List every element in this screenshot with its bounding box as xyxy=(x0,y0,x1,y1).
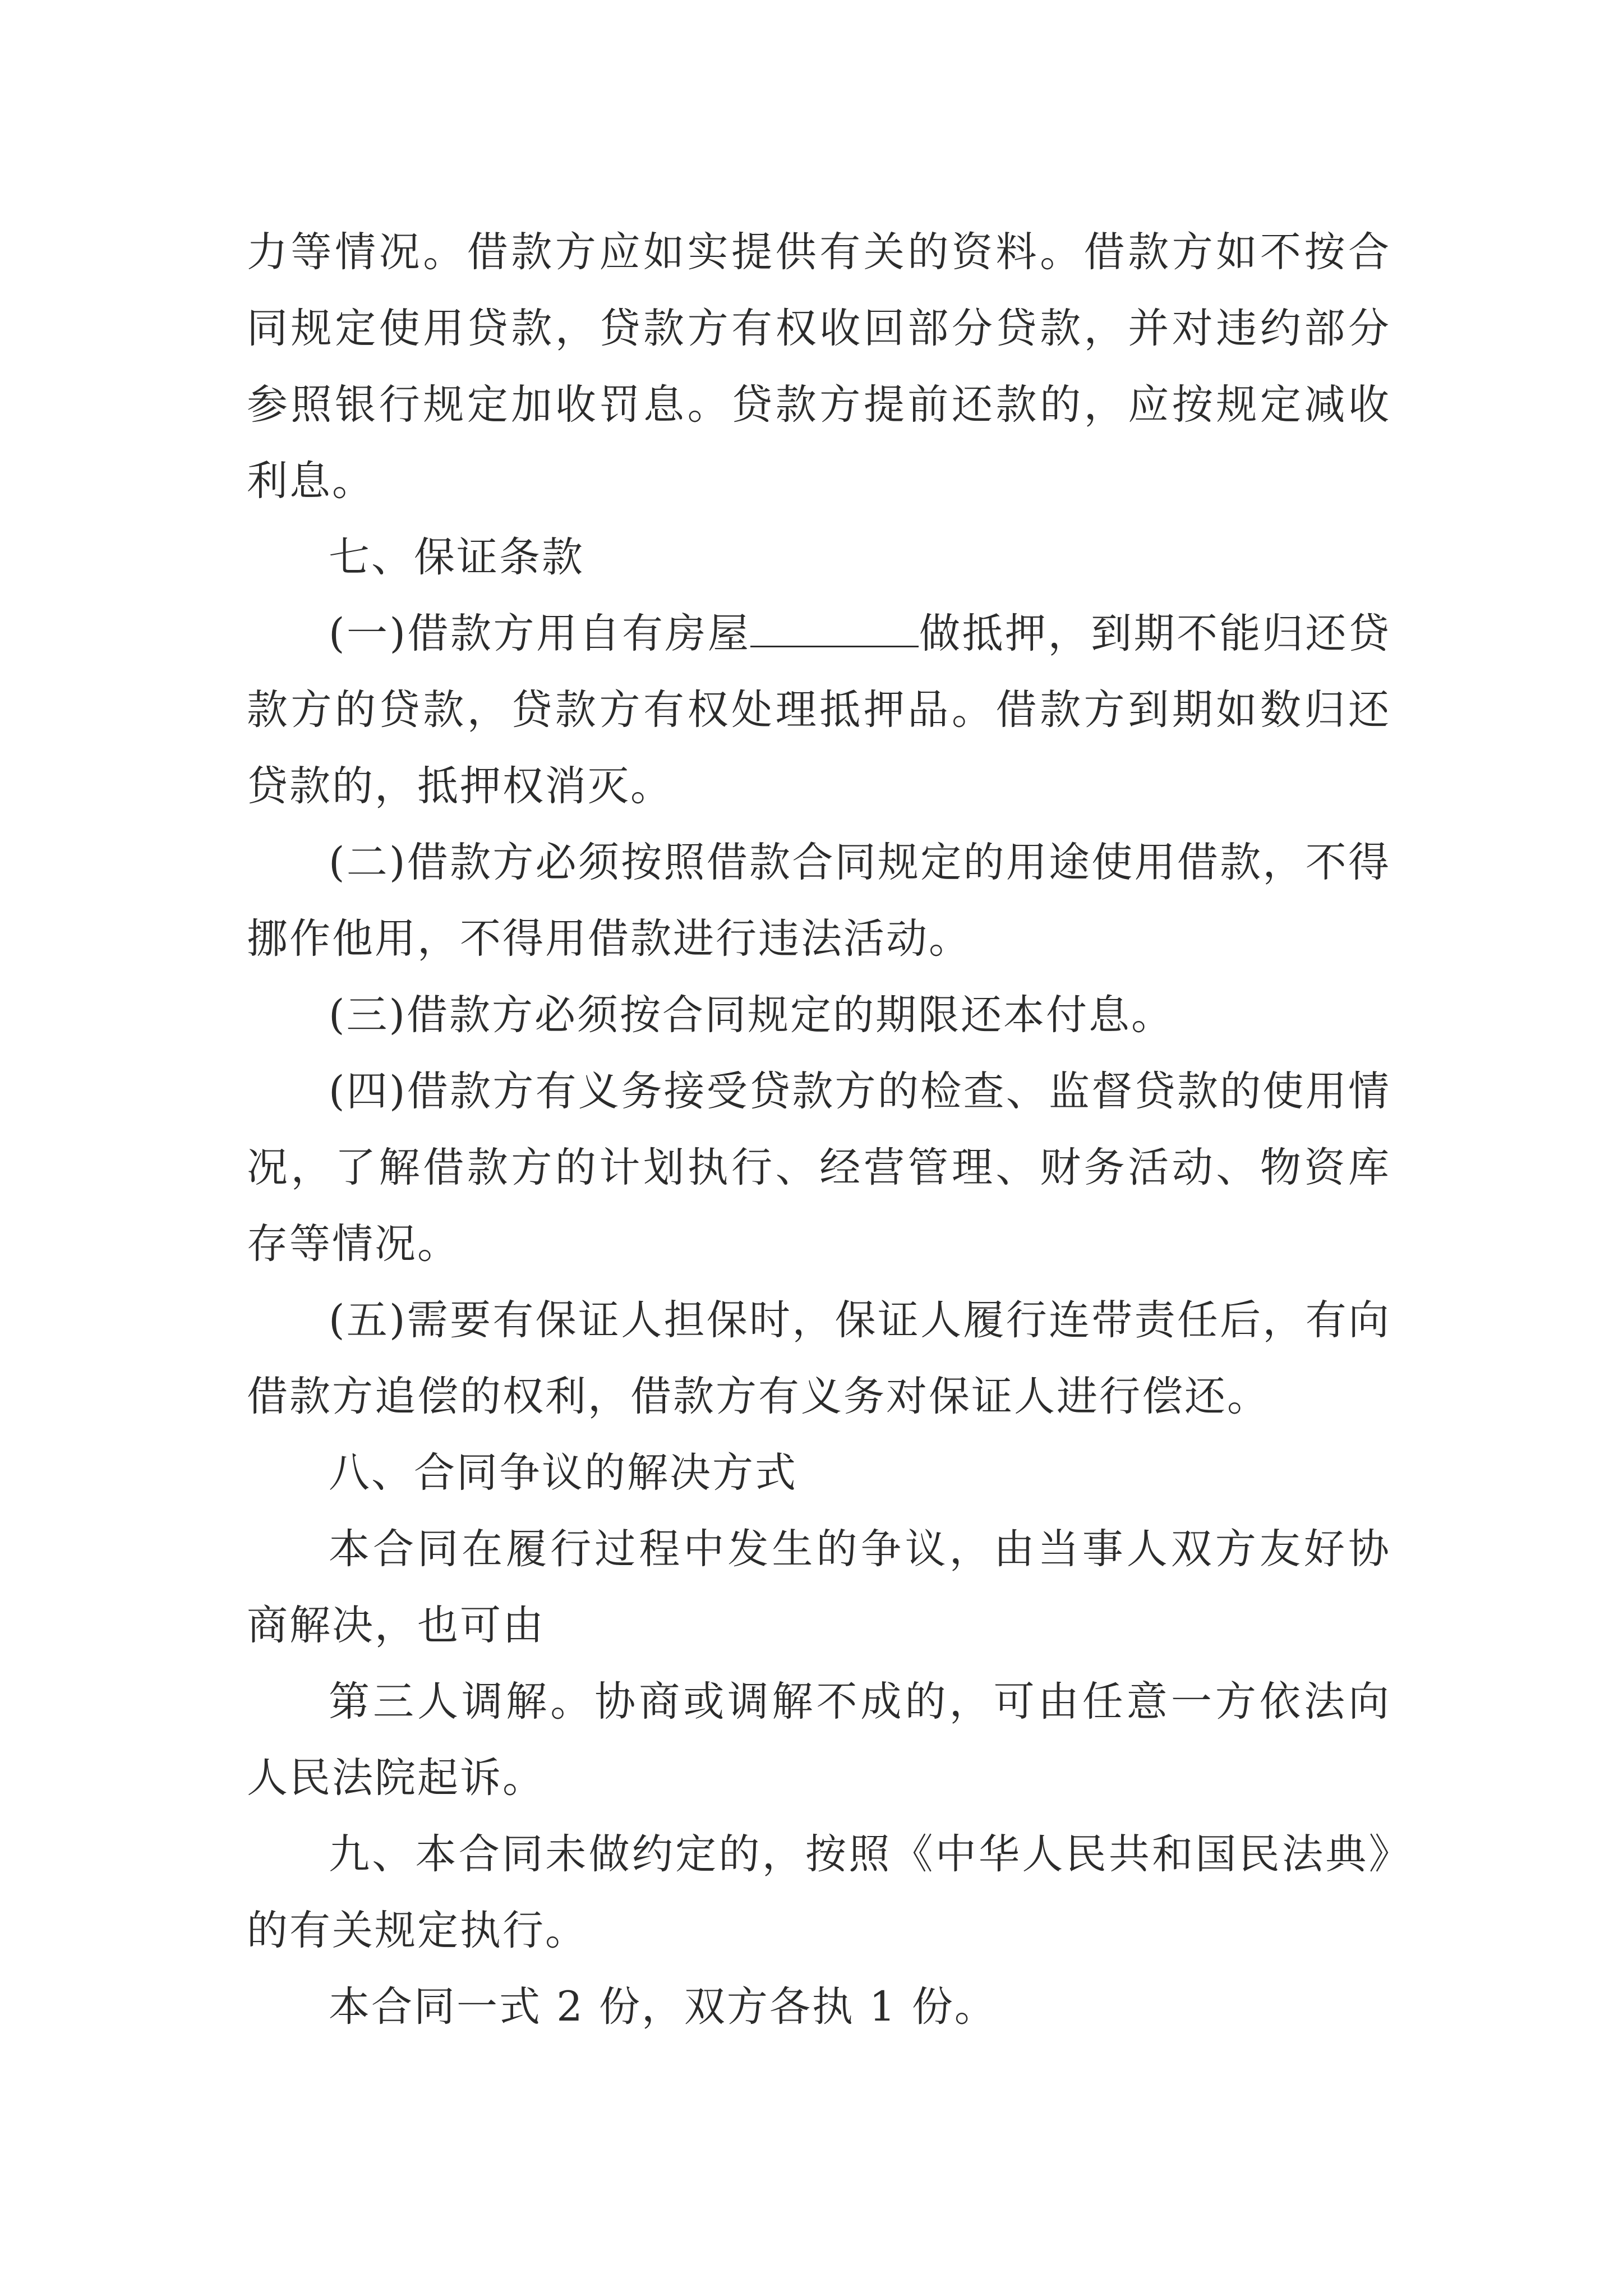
section-9: 九、本合同未做约定的，按照《中华人民共和国民法典》的有关规定执行。 xyxy=(247,1830,1391,1954)
copies-statement: 本合同一式 2 份，双方各执 1 份。 xyxy=(329,1983,997,2031)
clause-7-3: (三)借款方必须按合同规定的期限还本付息。 xyxy=(329,991,1174,1039)
section-7-heading: 七、保证条款 xyxy=(329,533,584,581)
section-8-heading: 八、合同争议的解决方式 xyxy=(329,1449,797,1497)
clause-7-2: (二)借款方必须按照借款合同规定的用途使用借款，不得挪作他用，不得用借款进行违法活动。 xyxy=(247,839,1391,963)
document-body xyxy=(247,214,1391,2045)
paragraph-continuation: 力等情况。借款方应如实提供有关的资料。借款方如不按合同规定使用贷款，贷款方有权收回部分贷款，并对违约部分参照银行规定加收罚息。贷款方提前还款的，应按规定减收利息。 xyxy=(247,228,1391,505)
clause-7-5: (五)需要有保证人担保时，保证人履行连带责任后，有向借款方追偿的权利，借款方有义务对保证人进行偿还。 xyxy=(247,1296,1391,1420)
clause-7-1-suffix: 做抵押，到期不能归还贷款方的贷款，贷款方有权处理抵押品。借款方到期如数归还贷款的，抵押权消灭。 xyxy=(247,610,1391,810)
clause-7-1-prefix: (一)借款方用自有房屋 xyxy=(329,610,751,657)
section-8-paragraph-1: 本合同在履行过程中发生的争议，由当事人双方友好协商解决，也可由 xyxy=(247,1525,1391,1649)
section-8-paragraph-2: 第三人调解。协商或调解不成的，可由任意一方依法向人民法院起诉。 xyxy=(247,1678,1391,1802)
property-blank-line xyxy=(750,609,919,647)
clause-7-4: (四)借款方有义务接受贷款方的检查、监督贷款的使用情况，了解借款方的计划执行、经营管理、财务活动、物资库存等情况。 xyxy=(247,1068,1391,1268)
clause-7-1 xyxy=(247,596,1391,825)
